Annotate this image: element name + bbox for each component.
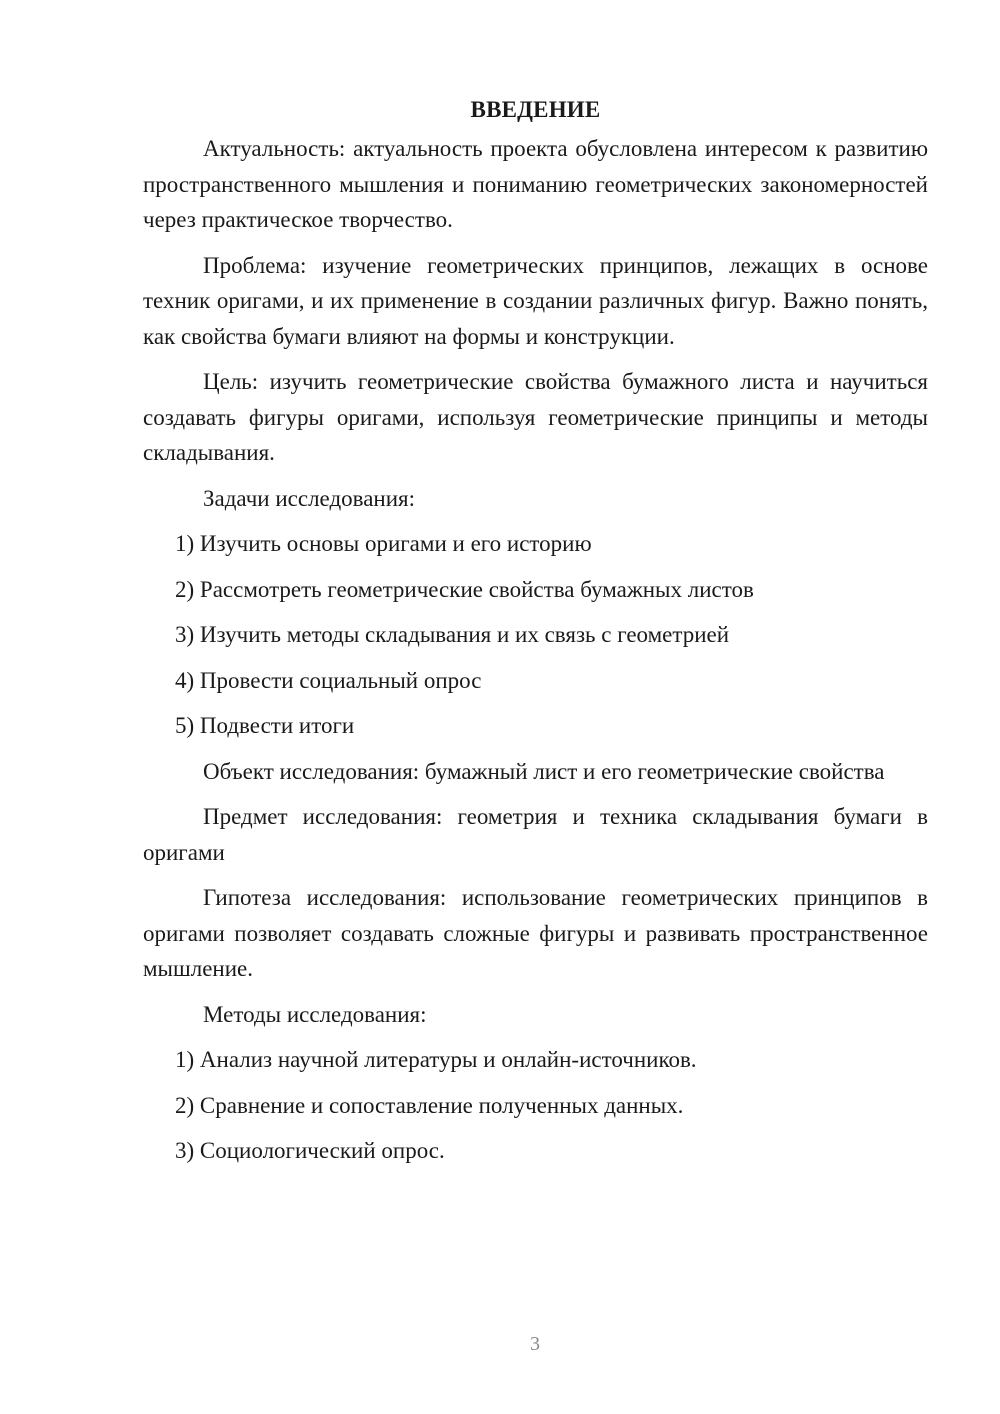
relevance-paragraph: Актуальность: актуальность проекта обусловлена интересом к развитию пространственного мышления и пониманию геометрических закономерностей через практическое творчество. (143, 136, 928, 232)
hypothesis-paragraph: Гипотеза исследования: использование геометрических принципов в оригами позволяет создавать сложные фигуры и развивать пространственное мышление. (143, 885, 928, 981)
goal-paragraph: Цель: изучить геометрические свойства бумажного листа и научиться создавать фигуры оригами, используя геометрические принципы и методы складывания. (143, 369, 928, 465)
object-paragraph: Объект исследования: бумажный лист и его геометрические свойства (203, 758, 885, 784)
task-item: 2) Рассмотреть геометрические свойства бумажных листов (175, 576, 754, 602)
task-item: 3) Изучить методы складывания и их связь с геометрией (175, 622, 730, 647)
page-number: 3 (530, 1333, 540, 1355)
task-item: 1) Изучить основы оригами и его историю (175, 531, 592, 556)
document-page (143, 92, 928, 1179)
method-item: 2) Сравнение и сопоставление полученных данных. (175, 1092, 684, 1118)
method-item: 1) Анализ научной литературы и онлайн-источников. (175, 1047, 697, 1072)
task-item: 5) Подвести итоги (175, 713, 355, 738)
problem-paragraph: Проблема: изучение геометрических принципов, лежащих в основе техник оригами, и их применение в создании различных фигур. Важно понять, как свойства бумаги влияют на формы и конструкции. (143, 252, 928, 349)
task-item: 4) Провести социальный опрос (175, 667, 482, 693)
method-item: 3) Социологический опрос. (175, 1138, 445, 1163)
tasks-list (143, 526, 928, 744)
section-title: ВВЕДЕНИЕ (470, 97, 601, 122)
tasks-heading: Задачи исследования: (203, 485, 416, 511)
methods-heading: Методы исследования: (203, 1001, 427, 1027)
methods-list (143, 1042, 928, 1169)
subject-paragraph: Предмет исследования: геометрия и техника складывания бумаги в оригами (143, 804, 928, 865)
